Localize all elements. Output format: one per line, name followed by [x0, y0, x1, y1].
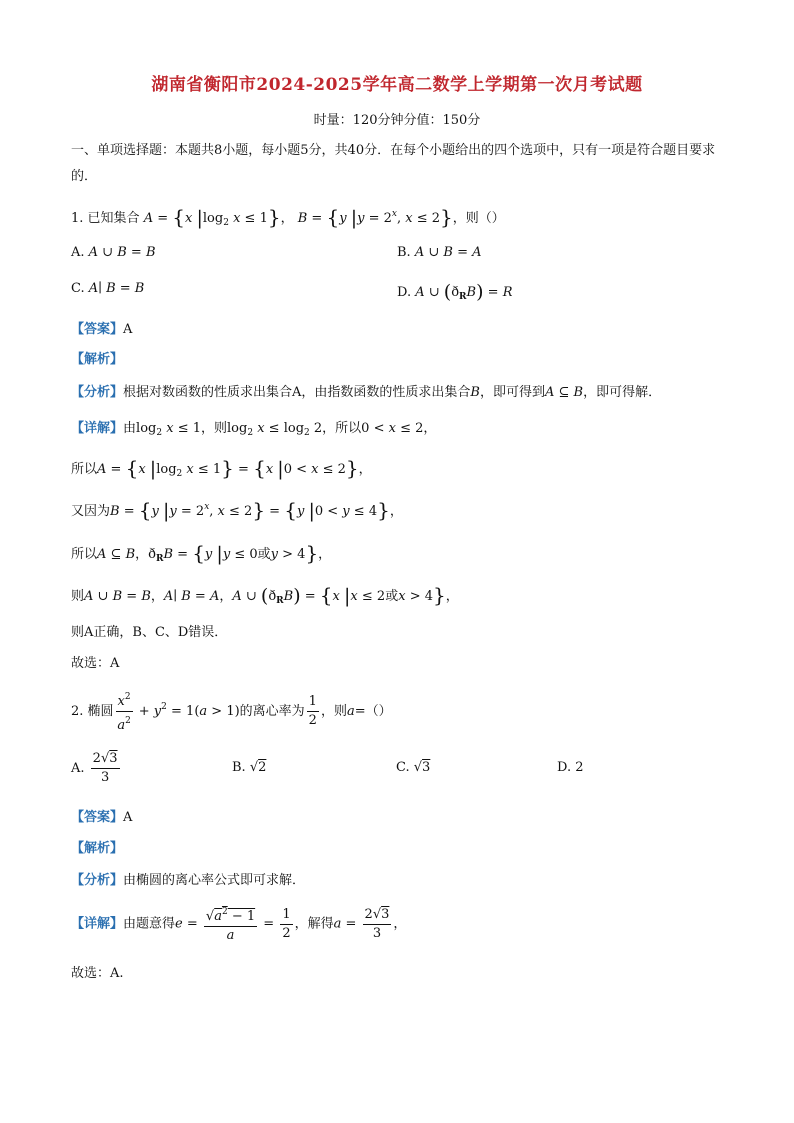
q2-choose: 故选：A.: [71, 966, 124, 981]
question-1-stem: 1. 已知集合 A = {x $|\log_2$ x ≤ 1}， B = {y $|y = 2^x$, x ≤ 2}，则（）: [71, 205, 505, 229]
q2-option-a: A. $\frac{2√3}{3}$: [71, 751, 118, 785]
q1-option-d: D. A ∪ $(ð_RB) = R$: [397, 281, 513, 303]
section-instructions: 一、单项选择题：本题共8小题，每小题5分，共40分．在每个小题给出的四个选项中，只有一项是符合题目要求的．: [71, 143, 716, 184]
q1-detail-6: 则A正确，B、C、D错误．: [71, 625, 228, 640]
q1-detail-4: 所以A ⊆ B，$ð_RB = \{y$ |y ≤ 0或y > 4}，: [71, 541, 332, 565]
q1-detail-5: 则A ∪ B = B，A∣ B = A，A ∪ $(ð_RB) = \{x$ |x ≤ 2或x > 4}，: [71, 583, 459, 607]
q2-answer: 【答案】A: [71, 810, 133, 825]
q1-option-c: C. A∣ B = B: [71, 281, 145, 296]
question-2-stem: 2. 椭圆 $\frac{x^2}{a^2}$ + $y^2 = 1(a > 1)$的离心率为 $\frac{1}{2}$ ，则a=（）: [71, 688, 392, 735]
q2-option-c: C. √3: [396, 760, 431, 775]
exam-info: 时量：120分钟分值：150分: [313, 113, 481, 128]
q2-option-b: B. √2: [232, 760, 267, 775]
q2-detail: 【详解】由题意得e = $\frac{√a^2 - 1}{a}$ = $\frac{1}{2}$ ，解得a = $\frac{2√3}{3}$ ，: [71, 903, 406, 945]
page-title: 湖南省衡阳市2024-2025学年高二数学上学期第一次月考试题: [151, 75, 643, 95]
q1-answer: 【答案】A: [71, 322, 133, 337]
q1-detail-1: 【详解】由$\log_2 x \le 1$，则$\log_2 x \le \log_2 2$，所以0 < x ≤ 2，: [71, 421, 437, 438]
q1-detail-2: 所以A = {x $|\log_2$ x ≤ 1} = {x |0 < x ≤ 2}，: [71, 456, 372, 480]
q1-analysis-tag: 【解析】: [71, 352, 124, 367]
q1-fenxi: 【分析】根据对数函数的性质求出集合A，由指数函数的性质求出集合B，即可得到A ⊆ B，即可得解．: [71, 385, 662, 400]
q2-option-d: D. 2: [557, 760, 584, 775]
q1-detail-3: 又因为B = {y $|y = 2^x$, x ≤ 2} = {y |0 < y ≤ 4}，: [71, 498, 403, 522]
q1-option-a: A. A ∪ B = B: [71, 245, 156, 260]
answer-tag: 【答案】: [71, 322, 124, 337]
q1-option-b: B. A ∪ B = A: [397, 245, 482, 260]
q2-fenxi: 【分析】由椭圆的离心率公式即可求解．: [71, 873, 306, 888]
q1-choose: 故选：A: [71, 656, 120, 671]
q2-analysis-tag: 【解析】: [71, 841, 124, 856]
